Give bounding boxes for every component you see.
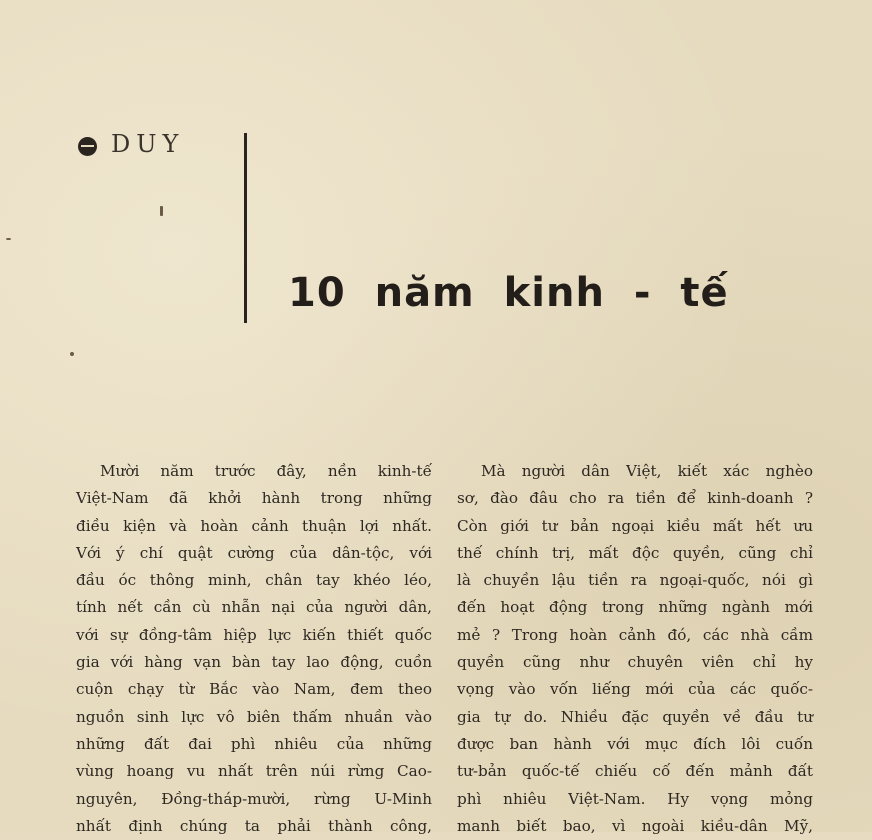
text-line: với sự đồng-tâm hiệp lực kiến thiết quốc [76, 625, 432, 644]
text-line: manh biết bao, vì ngoài kiều-dân Mỹ, [457, 816, 813, 835]
text-line: cuộn chạy từ Bắc vào Nam, đem theo [76, 680, 432, 699]
text-line: tư-bản quốc-tế chiếu cố đến mảnh đất [457, 762, 813, 781]
text-line: tính nết cần cù nhẫn nại của người dân, [76, 598, 432, 617]
paper-speck [70, 352, 74, 356]
text-line: gia với hàng vạn bàn tay lao động, cuồn [76, 653, 432, 672]
paper-speck [6, 238, 11, 240]
author-name: DUY [111, 130, 185, 158]
text-line: mẻ ? Trong hoàn cảnh đó, các nhà cầm [457, 625, 813, 644]
text-line: Việt-Nam đã khởi hành trong những [76, 489, 432, 508]
text-line: vọng vào vốn liếng mới của các quốc- [457, 680, 813, 699]
text-line: gia tự do. Nhiều đặc quyền về đầu tư [457, 707, 813, 726]
text-line: thế chính trị, mất độc quyền, cũng chỉ [457, 543, 813, 562]
author-bullet-icon [78, 137, 97, 156]
text-line: sơ, đào đâu cho ra tiền để kinh-doanh ? [457, 489, 813, 508]
text-line: điều kiện và hoàn cảnh thuận lợi nhất. [76, 516, 432, 535]
vertical-divider [244, 133, 247, 323]
text-line: đến hoạt động trong những ngành mới [457, 598, 813, 617]
text-line: Mà người dân Việt, kiết xác nghèo [481, 462, 813, 480]
text-column-right [457, 458, 813, 840]
text-line: quyền cũng như chuyên viên chỉ hy [457, 653, 813, 672]
text-line: phì nhiêu Việt-Nam. Hy vọng mỏng [457, 789, 813, 808]
article-title: 10 năm kinh - tế [288, 270, 729, 316]
text-line: được ban hành với mục đích lôi cuốn [457, 734, 813, 753]
text-line: là chuyền lậu tiền ra ngoại-quốc, nói gì [457, 571, 813, 590]
text-line: nguyên, Đồng-tháp-mười, rừng U-Minh [76, 789, 432, 808]
text-line: nhất định chúng ta phải thành công, [76, 816, 432, 835]
text-line: Còn giới tư bản ngoại kiều mất hết ưu [457, 516, 813, 535]
text-column-left [76, 458, 432, 840]
text-line: nguồn sinh lực vô biên thấm nhuần vào [76, 707, 432, 726]
text-line: vùng hoang vu nhất trên núi rừng Cao- [76, 762, 432, 781]
author-byline [78, 130, 184, 158]
paper-speck [160, 206, 163, 216]
text-line: Với ý chí quật cường của dân-tộc, với [76, 543, 432, 562]
text-line: những đất đai phì nhiêu của những [76, 734, 432, 753]
text-line: đầu óc thông minh, chân tay khéo léo, [76, 571, 432, 590]
text-line: Mười năm trước đây, nền kinh-tế [100, 462, 432, 480]
